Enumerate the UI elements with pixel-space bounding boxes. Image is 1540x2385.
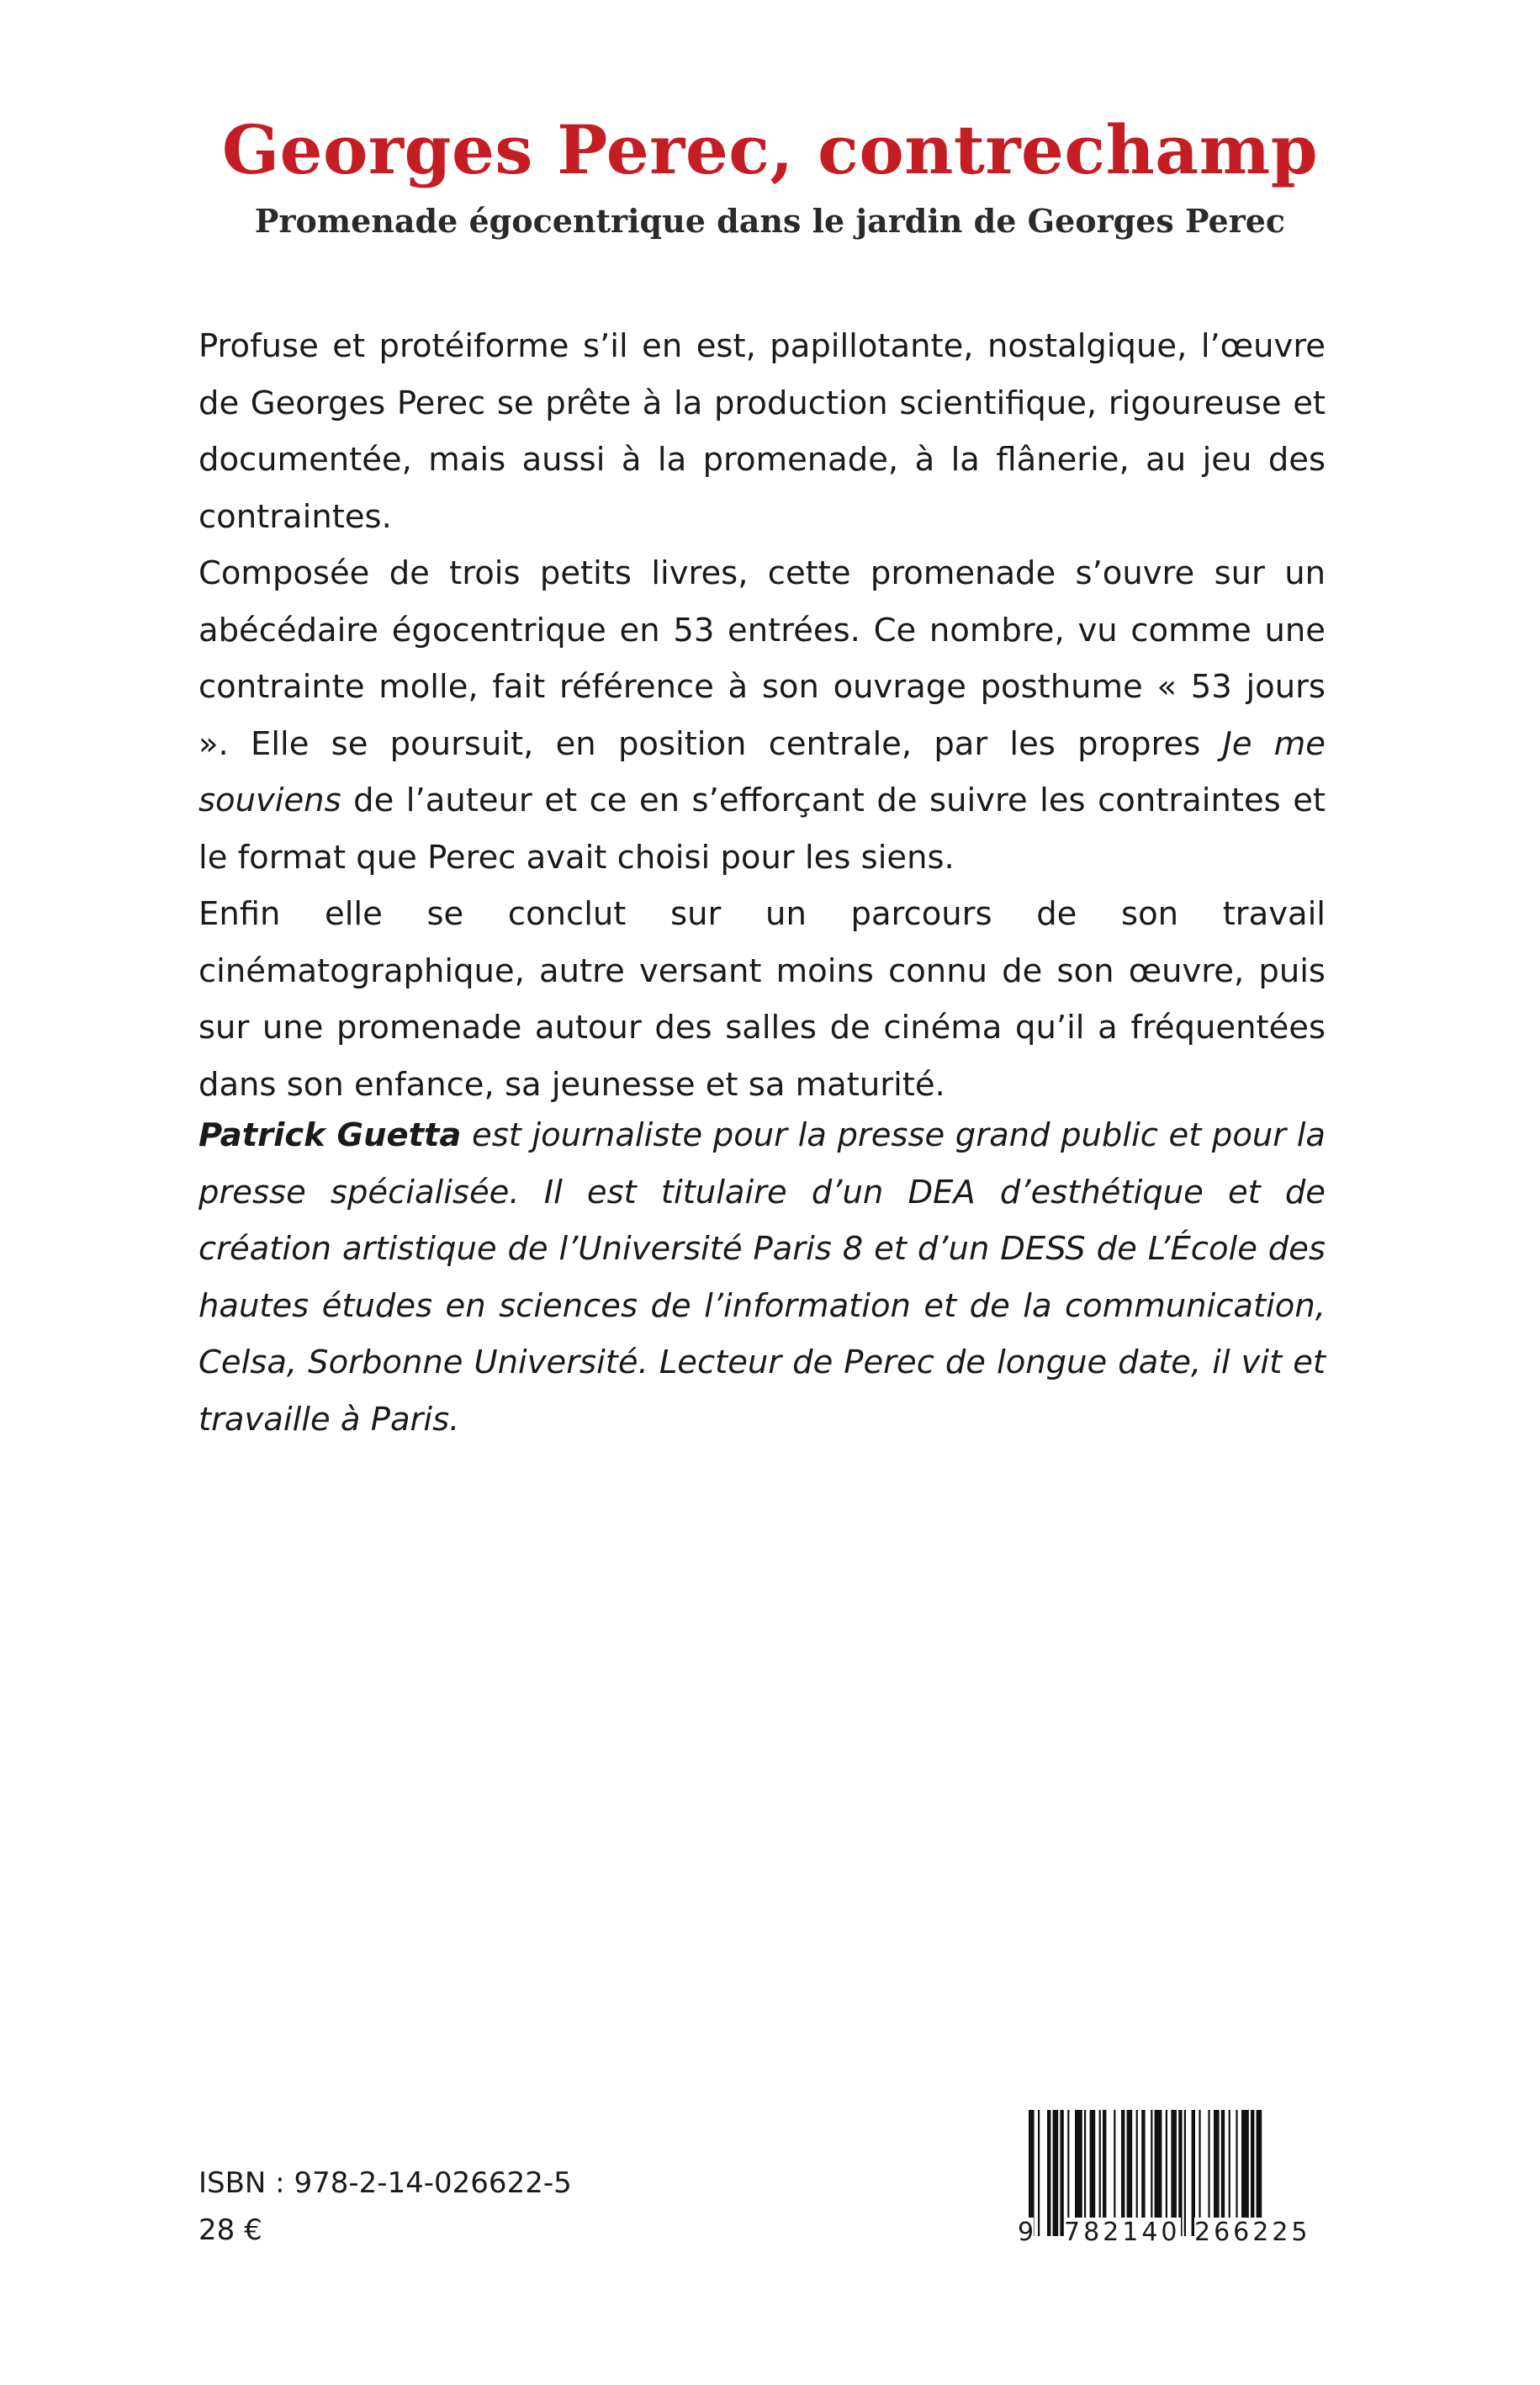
barcode-digits-right: 266225 [1194,2218,1311,2247]
barcode-bar [1053,2110,1059,2236]
barcode-bar [1038,2110,1040,2236]
book-subtitle: Promenade égocentrique dans le jardin de Georges Perec [254,202,1286,240]
back-cover-summary [198,318,1326,1113]
author-bio [198,1107,1326,1448]
author-bio-text: est journaliste pour la presse grand public et pour la presse spécialisée. Il est titulaire d’un DEA d’esthétique et de création artistique de l’Université Paris 8 et d’un DESS de L’École des hautes études en sciences de l’information et de la communication, Celsa, Sorbonne Université. Lecteur de Perec de longue date, il vit et travaille à Paris. [198,1116,1326,1439]
summary-paragraph-2 [198,545,1326,886]
summary-paragraph-2-start: Composée de trois petits livres, cette promenade s’ouvre sur un abécédaire égocentrique en 53 entrées. Ce nombre, vu comme une contrainte molle, fait référence à son ouvrage posthume « 53 jours ». Elle se poursuit, en position centrale, par les propres [198,554,1326,763]
summary-paragraph-1: Profuse et protéiforme s’il en est, papillotante, nostalgique, l’œuvre de Georges Perec se prête à la production scientifique, rigoureuse et documentée, mais aussi à la promenade, à la flânerie, au jeu des contraintes. [198,327,1326,536]
summary-italic-title: Je me souviens [198,724,1326,819]
barcode-bar [1047,2110,1050,2236]
isbn: ISBN : 978-2-14-026622-5 [198,2166,572,2200]
price: 28 € [198,2213,262,2247]
book-title: Georges Perec, contrechamp [221,110,1319,189]
summary-paragraph-2-end: de l’auteur et ce en s’efforçant de suivre les contraintes et le format que Perec avait choisi pour les siens. [198,782,1326,877]
barcode-digits-left: 782140 [1064,2218,1181,2247]
author-name: Patrick Guetta [198,1116,462,1154]
barcode-digit-first: 9 [1018,2218,1035,2247]
summary-paragraph-3: Enfin elle se conclut sur un parcours de son travail cinématographique, autre versant moins connu de son œuvre, puis sur une promenade autour des salles de cinéma qu’il a fréquentées dans son enfance, sa jeunesse et sa maturité. [198,895,1326,1104]
barcode-bar [1184,2110,1186,2236]
